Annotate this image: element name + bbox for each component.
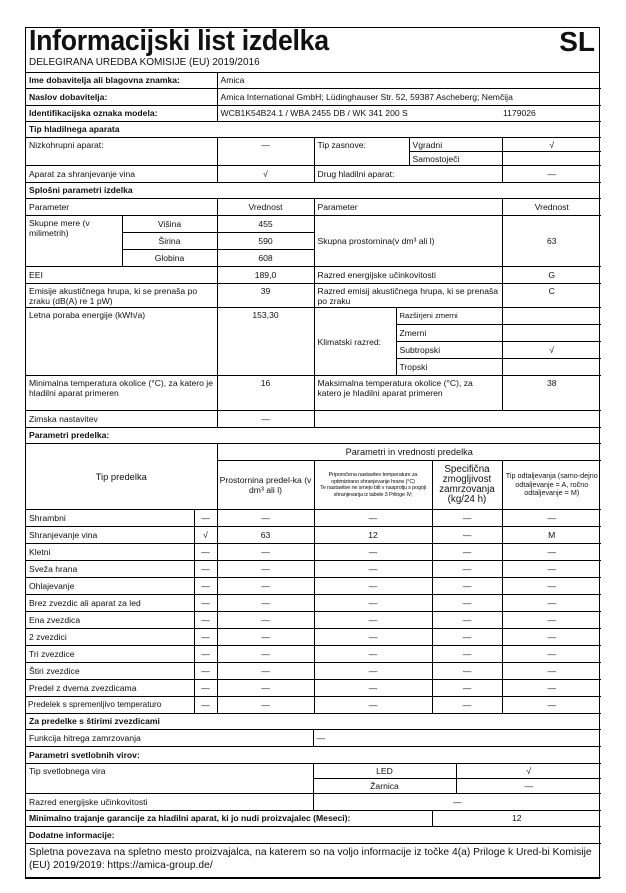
compartment-present: — bbox=[194, 561, 217, 578]
compartment-type-header: Tip predelka bbox=[26, 444, 217, 510]
climate-class-label: Klimatski razred: bbox=[314, 308, 396, 376]
compartment-volume: — bbox=[217, 680, 314, 697]
compartment-name: Sveža hrana bbox=[26, 561, 194, 578]
model-code: 1179026 bbox=[500, 105, 601, 122]
compartment-volume: — bbox=[217, 629, 314, 646]
four-star-section-title: Za predelke s štirimi zvezdicami bbox=[26, 713, 601, 730]
climate-class-subtropical: Subtropski bbox=[396, 342, 502, 359]
compartment-name: Ena zvezdica bbox=[26, 612, 194, 629]
compartment-present: — bbox=[194, 578, 217, 595]
compartment-freezing: — bbox=[432, 697, 502, 714]
model-row bbox=[26, 105, 601, 122]
warranty-label: Minimalno trajanje garancije za hladilni aparat, ki jo nudi proizvajalec (Meseci): bbox=[26, 810, 432, 827]
compartment-volume: — bbox=[217, 697, 314, 714]
compartment-row bbox=[26, 527, 601, 544]
compartment-name: Tri zvezdice bbox=[26, 646, 194, 663]
energy-class-value: G bbox=[502, 267, 601, 284]
temperature-header bbox=[314, 461, 432, 510]
supplier-name-value: Amica bbox=[217, 72, 601, 89]
compartment-name: Shrambni bbox=[26, 510, 194, 527]
temperature-header-line1: Priporočena nastavitev temperature za optimizirano shranjevanje hrane (°C) bbox=[328, 472, 418, 485]
value-header-left: Vrednost bbox=[217, 199, 314, 216]
compartment-name: Kletni bbox=[26, 544, 194, 561]
compartment-temp: — bbox=[314, 680, 432, 697]
compartment-temp: — bbox=[314, 510, 432, 527]
compartment-defrost: — bbox=[502, 680, 601, 697]
compartment-name: 2 zvezdici bbox=[26, 629, 194, 646]
model-value: WCB1K54B24.1 / WBA 2455 DB / WK 341 200 S bbox=[217, 105, 500, 122]
compartment-row bbox=[26, 663, 601, 680]
noise-value: 39 bbox=[217, 284, 314, 308]
compartment-volume: — bbox=[217, 663, 314, 680]
compartment-freezing: — bbox=[432, 510, 502, 527]
light-energy-class-value: — bbox=[313, 794, 601, 811]
compartment-present: — bbox=[194, 680, 217, 697]
model-table bbox=[26, 105, 601, 122]
compartment-temp: 12 bbox=[314, 527, 432, 544]
compartment-present: — bbox=[194, 510, 217, 527]
compartment-params-group-header: Parametri in vrednosti predelka bbox=[217, 444, 601, 461]
compartment-present: — bbox=[194, 595, 217, 612]
light-section-title: Parametri svetlobnih virov: bbox=[26, 747, 601, 764]
light-type-label: Tip svetlobnega vira bbox=[26, 764, 313, 794]
compartment-row bbox=[26, 612, 601, 629]
winter-setting-label: Zimska nastavitev bbox=[26, 411, 217, 428]
compartment-volume: — bbox=[217, 646, 314, 663]
compartment-volume: — bbox=[217, 510, 314, 527]
additional-info-section-title: Dodatne informacije: bbox=[26, 827, 601, 844]
noise-class-value: C bbox=[502, 284, 601, 308]
warranty-value: 12 bbox=[432, 810, 601, 827]
depth-label: Globina bbox=[122, 250, 217, 267]
climate-class-subtropical-value: √ bbox=[502, 342, 601, 359]
compartment-temp: — bbox=[314, 544, 432, 561]
temperature-header-line2: Te nastavitve ne smejo biti v nasprotju s pogoji shranjevanja iz tabele 3 Priloge IV; bbox=[320, 485, 426, 498]
light-type-bulb: Žarnica bbox=[313, 779, 456, 794]
compartment-present: — bbox=[194, 612, 217, 629]
compartment-present: — bbox=[194, 646, 217, 663]
total-volume-value: 63 bbox=[502, 216, 601, 267]
compartment-defrost: — bbox=[502, 697, 601, 714]
value-header-right: Vrednost bbox=[502, 199, 601, 216]
compartment-present: — bbox=[194, 629, 217, 646]
freestanding-label: Samostoječi bbox=[409, 152, 502, 166]
compartment-defrost: — bbox=[502, 578, 601, 595]
model-label: Identifikacijska oznaka modela: bbox=[26, 105, 217, 122]
compartment-temp: — bbox=[314, 578, 432, 595]
wine-storage-label: Aparat za shranjevanje vina bbox=[26, 166, 217, 183]
compartment-temp: — bbox=[314, 663, 432, 680]
compartment-volume: — bbox=[217, 612, 314, 629]
height-label: Višina bbox=[122, 216, 217, 233]
compartment-defrost: — bbox=[502, 629, 601, 646]
supplier-address-label: Naslov dobavitelja: bbox=[26, 89, 217, 106]
compartment-name: Predel z dvema zvezdicama bbox=[26, 680, 194, 697]
compartment-temp: — bbox=[314, 629, 432, 646]
compartment-present: — bbox=[194, 697, 217, 714]
compartment-name: Predelek s spremenljivo temperaturo bbox=[26, 697, 194, 714]
compartment-defrost: — bbox=[502, 544, 601, 561]
compartment-freezing: — bbox=[432, 612, 502, 629]
compartment-row bbox=[26, 595, 601, 612]
compartment-volume: — bbox=[217, 544, 314, 561]
compartment-defrost: — bbox=[502, 612, 601, 629]
compartment-freezing: — bbox=[432, 527, 502, 544]
compartment-volume: — bbox=[217, 561, 314, 578]
compartment-present: — bbox=[194, 544, 217, 561]
energy-class-label: Razred energijske učinkovitosti bbox=[314, 267, 502, 284]
compartments-section-title: Parametri predelka: bbox=[26, 427, 601, 444]
annual-energy-value: 153,30 bbox=[217, 308, 314, 376]
param-header-right: Parameter bbox=[314, 199, 502, 216]
title-block bbox=[26, 25, 599, 73]
warranty-table bbox=[26, 810, 601, 878]
depth-value: 608 bbox=[217, 250, 314, 267]
general-section-title: Splošni parametri izdelka bbox=[26, 182, 601, 199]
winter-setting-value: — bbox=[217, 411, 314, 428]
compartment-defrost: — bbox=[502, 561, 601, 578]
defrost-type-header: Tip odtaljevanja (samo-dejno odtaljevanje = A, ročno odtaljevanje = M) bbox=[502, 461, 601, 510]
compartment-defrost: — bbox=[502, 646, 601, 663]
noise-class-label: Razred emisij akustičnega hrupa, ki se prenaša po zraku bbox=[314, 284, 502, 308]
compartment-temp: — bbox=[314, 595, 432, 612]
compartment-freezing: — bbox=[432, 629, 502, 646]
compartment-present: — bbox=[194, 663, 217, 680]
general-parameters-table bbox=[26, 182, 601, 428]
compartment-freezing: — bbox=[432, 544, 502, 561]
climate-class-temperate: Zmerni bbox=[396, 325, 502, 342]
compartment-freezing: — bbox=[432, 561, 502, 578]
compartment-row bbox=[26, 629, 601, 646]
supplier-name-label: Ime dobavitelja ali blagovna znamka: bbox=[26, 72, 217, 89]
min-temp-label: Minimalna temperatura okolice (°C), za katero je hladilni aparat primeren bbox=[26, 376, 217, 411]
low-noise-value: — bbox=[217, 138, 314, 166]
empty-cell bbox=[314, 411, 601, 428]
compartment-row bbox=[26, 680, 601, 697]
light-type-led: LED bbox=[313, 764, 456, 779]
built-in-label: Vgradni bbox=[409, 138, 502, 152]
max-temp-value: 38 bbox=[502, 376, 601, 411]
compartment-freezing: — bbox=[432, 578, 502, 595]
regulation-subtitle: DELEGIRANA UREDBA KOMISIJE (EU) 2019/2016 bbox=[29, 57, 260, 68]
compartment-temp: — bbox=[314, 697, 432, 714]
total-volume-label: Skupna prostornina(v dm³ ali l) bbox=[314, 216, 502, 267]
four-star-light-table bbox=[26, 713, 601, 811]
compartment-volume: — bbox=[217, 595, 314, 612]
light-type-bulb-value: — bbox=[456, 779, 601, 794]
appliance-type-table bbox=[26, 121, 601, 183]
light-energy-class-label: Razred energijske učinkovitosti bbox=[26, 794, 313, 811]
compartment-volume: — bbox=[217, 578, 314, 595]
compartment-defrost: — bbox=[502, 510, 601, 527]
height-value: 455 bbox=[217, 216, 314, 233]
compartment-freezing: — bbox=[432, 595, 502, 612]
product-information-sheet bbox=[25, 27, 600, 879]
climate-class-extended-temperate: Razširjeni zmerni bbox=[396, 308, 502, 325]
max-temp-label: Maksimalna temperatura okolice (°C), za katero je hladilni aparat primeren bbox=[314, 376, 502, 411]
compartments-table bbox=[26, 427, 601, 714]
compartment-row bbox=[26, 697, 601, 714]
supplier-address-value: Amica International GmbH; Lüdinghauser Str. 52, 59387 Ascheberg; Nemčija bbox=[217, 89, 601, 106]
freestanding-value bbox=[502, 152, 601, 166]
supplier-address-row bbox=[26, 89, 601, 106]
additional-info-text: Spletna povezava na spletno mesto proizvajalca, na katerem so na voljo informacije iz točke 4(a) Priloge k Ured-bi Komisije (EU) 2019/2019: https://amica-group.de/ bbox=[26, 844, 601, 878]
climate-class-tropical: Tropski bbox=[396, 359, 502, 376]
compartment-freezing: — bbox=[432, 646, 502, 663]
compartment-row bbox=[26, 561, 601, 578]
climate-class-extended-temperate-value bbox=[502, 308, 601, 325]
climate-class-temperate-value bbox=[502, 325, 601, 342]
compartment-row bbox=[26, 646, 601, 663]
volume-header: Prostornina predel-ka (v dm³ ali l) bbox=[217, 461, 314, 510]
other-appliance-value: — bbox=[502, 166, 601, 183]
compartment-defrost: — bbox=[502, 595, 601, 612]
eei-value: 189,0 bbox=[217, 267, 314, 284]
compartment-freezing: — bbox=[432, 663, 502, 680]
compartment-name: Štiri zvezdice bbox=[26, 663, 194, 680]
design-type-label: Tip zasnove: bbox=[314, 138, 409, 166]
supplier-name-row bbox=[26, 72, 601, 89]
built-in-value: √ bbox=[502, 138, 601, 152]
compartment-volume: 63 bbox=[217, 527, 314, 544]
compartment-name: Brez zvezdic ali aparat za led bbox=[26, 595, 194, 612]
dimensions-label: Skupne mere (v milimetrih) bbox=[26, 216, 122, 267]
compartment-temp: — bbox=[314, 646, 432, 663]
param-header-left: Parameter bbox=[26, 199, 217, 216]
climate-class-tropical-value bbox=[502, 359, 601, 376]
compartment-row bbox=[26, 544, 601, 561]
width-value: 590 bbox=[217, 233, 314, 250]
compartment-temp: — bbox=[314, 561, 432, 578]
language-code: SL bbox=[559, 26, 595, 57]
noise-label: Emisije akustičnega hrupa, ki se prenaša po zraku (dB(A) re 1 pW) bbox=[26, 284, 217, 308]
compartment-defrost: M bbox=[502, 527, 601, 544]
compartment-freezing: — bbox=[432, 680, 502, 697]
appliance-type-section-title: Tip hladilnega aparata bbox=[26, 121, 601, 138]
fast-freeze-value: — bbox=[313, 730, 601, 747]
compartment-present: √ bbox=[194, 527, 217, 544]
width-label: Širina bbox=[122, 233, 217, 250]
page-title: Informacijski list izdelka bbox=[29, 25, 329, 57]
compartment-row bbox=[26, 578, 601, 595]
other-appliance-label: Drug hladilni aparat: bbox=[314, 166, 502, 183]
fast-freeze-label: Funkcija hitrega zamrzovanja bbox=[26, 730, 313, 747]
compartment-name: Ohlajevanje bbox=[26, 578, 194, 595]
low-noise-label: Nizkohrupni aparat: bbox=[26, 138, 217, 166]
compartment-name: Shranjevanje vina bbox=[26, 527, 194, 544]
wine-storage-value: √ bbox=[217, 166, 314, 183]
compartment-row bbox=[26, 510, 601, 527]
light-type-led-value: √ bbox=[456, 764, 601, 779]
compartment-temp: — bbox=[314, 612, 432, 629]
min-temp-value: 16 bbox=[217, 376, 314, 411]
supplier-table bbox=[26, 72, 601, 106]
eei-label: EEI bbox=[26, 267, 217, 284]
annual-energy-label: Letna poraba energije (kWh/a) bbox=[26, 308, 217, 376]
freezing-capacity-header: Specifična zmogljivost zamrzovanja (kg/24 h) bbox=[432, 461, 502, 510]
compartment-defrost: — bbox=[502, 663, 601, 680]
